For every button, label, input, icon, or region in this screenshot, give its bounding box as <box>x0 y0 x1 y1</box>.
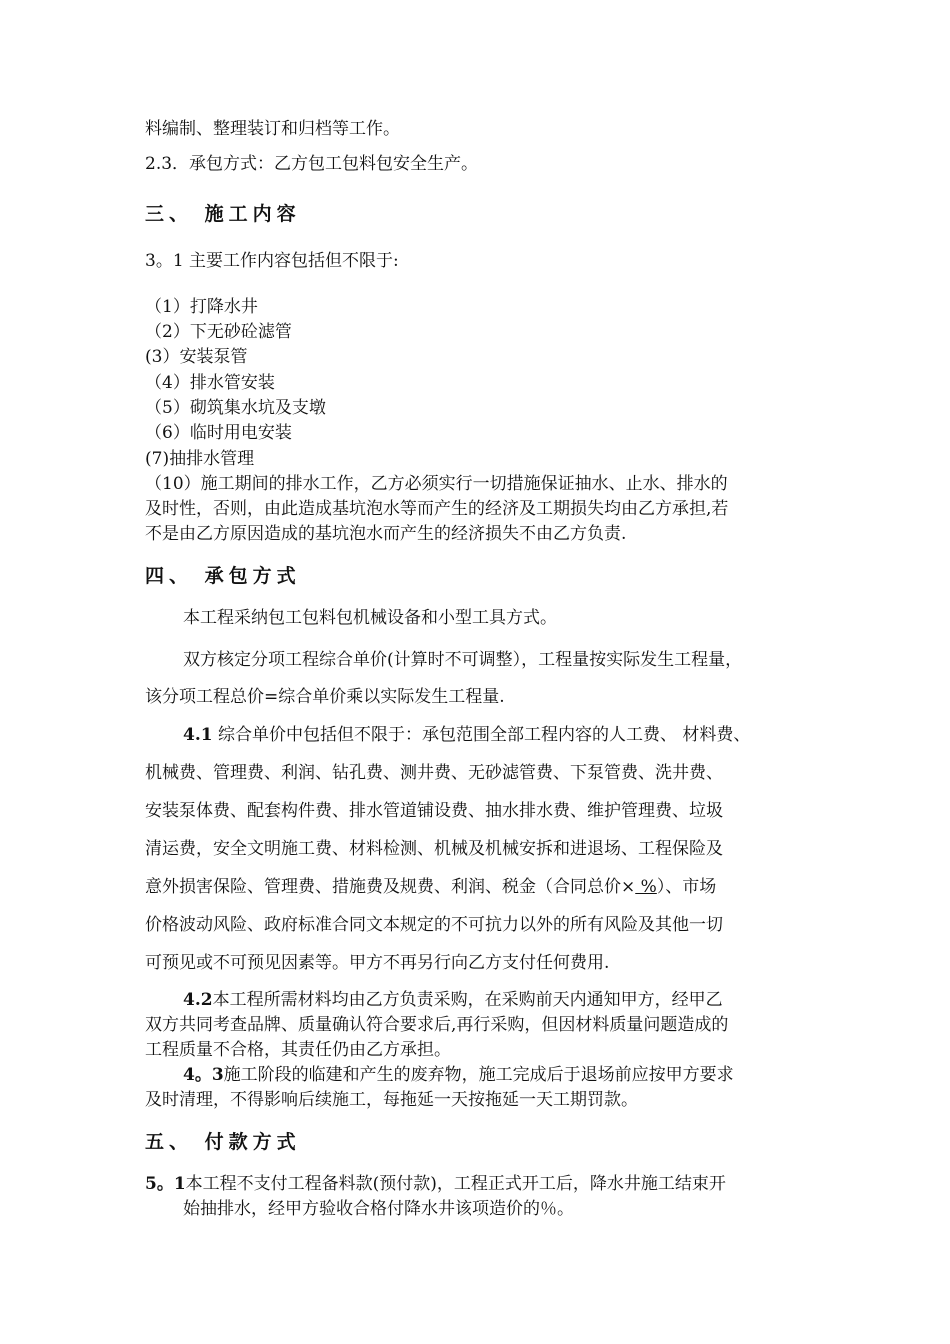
list-item: （6）临时用电安装 <box>145 423 292 443</box>
clause-number: 4.2 <box>183 990 213 1010</box>
paragraph-line: 意外损害保险、管理费、措施费及规费、利润、税金（合同总价× %）、市场 <box>145 877 717 897</box>
list-item: (3）安装泵管 <box>145 347 248 367</box>
paragraph-line: 可预见或不可预见因素等。甲方不再另行向乙方支付任何费用. <box>145 953 610 973</box>
clause-number: 5。1 <box>145 1174 186 1194</box>
list-item: （2）下无砂砼滤管 <box>145 322 292 342</box>
paragraph-line: 工程质量不合格，其责任仍由乙方承担。 <box>145 1040 451 1060</box>
paragraph-line: 始抽排水，经甲方验收合格付降水井该项造价的％。 <box>183 1199 574 1219</box>
paragraph-line: 不是由乙方原因造成的基坑泡水而产生的经济损失不由乙方负责. <box>145 524 627 544</box>
paragraph-line: 价格波动风险、政府标准合同文本规定的不可抗力以外的所有风险及其他一切 <box>145 915 723 935</box>
list-item: （1）打降水井 <box>145 297 258 317</box>
section-heading-5: 五、 付款方式 <box>145 1131 301 1153</box>
clause-4-1-line: 4.1 综合单价中包括但不限于：承包范围全部工程内容的人工费、 材料费、 <box>183 725 751 745</box>
paragraph-line: 及时性，否则，由此造成基坑泡水等而产生的经济及工期损失均由乙方承担,若 <box>145 499 729 519</box>
paragraph-line: 清运费，安全文明施工费、材料检测、机械及机械安拆和进退场、工程保险及 <box>145 839 723 859</box>
clause-2-3: 2.3．承包方式：乙方包工包料包安全生产。 <box>145 154 479 174</box>
paragraph-line: （10）施工期间的排水工作，乙方必须实行一切措施保证抽水、止水、排水的 <box>145 474 728 494</box>
paragraph-line: 该分项工程总价=综合单价乘以实际发生工程量. <box>145 687 505 707</box>
clause-4-2-line: 4.2本工程所需材料均由乙方负责采购，在采购前天内通知甲方，经甲乙 <box>183 990 723 1010</box>
paragraph-line: 双方共同考查品牌、质量确认符合要求后,再行采购，但因材料质量问题造成的 <box>145 1015 729 1035</box>
paragraph-line: 本工程采纳包工包料包机械设备和小型工具方式。 <box>183 608 557 628</box>
list-item: （4）排水管安装 <box>145 373 275 393</box>
clause-3-1: 3。1 主要工作内容包括但不限于: <box>145 251 399 271</box>
clause-5-1-line: 5。1本工程不支付工程备料款(预付款)，工程正式开工后，降水井施工结束开 <box>145 1174 726 1194</box>
clause-4-3-line: 4。3施工阶段的临建和产生的废弃物，施工完成后于退场前应按甲方要求 <box>183 1065 734 1085</box>
paragraph-line: 及时清理，不得影响后续施工，每拖延一天按拖延一天工期罚款。 <box>145 1090 638 1110</box>
list-item: （5）砌筑集水坑及支墩 <box>145 398 326 418</box>
paragraph-line: 料编制、整理装订和归档等工作。 <box>145 119 400 139</box>
paragraph-line: 双方核定分项工程综合单价(计算时不可调整），工程量按实际发生工程量， <box>183 650 743 670</box>
list-item: (7)抽排水管理 <box>145 449 255 469</box>
clause-number: 4.1 <box>183 725 213 745</box>
paragraph-line: 机械费、管理费、利润、钻孔费、测井费、无砂滤管费、下泵管费、洗井费、 <box>145 763 723 783</box>
paragraph-line: 安装泵体费、配套构件费、排水管道铺设费、抽水排水费、维护管理费、垃圾 <box>145 801 723 821</box>
clause-number: 4。3 <box>183 1065 224 1085</box>
blank-percent-field: % <box>635 877 657 897</box>
section-heading-3: 三、 施工内容 <box>145 203 301 225</box>
section-heading-4: 四、 承包方式 <box>145 565 301 587</box>
